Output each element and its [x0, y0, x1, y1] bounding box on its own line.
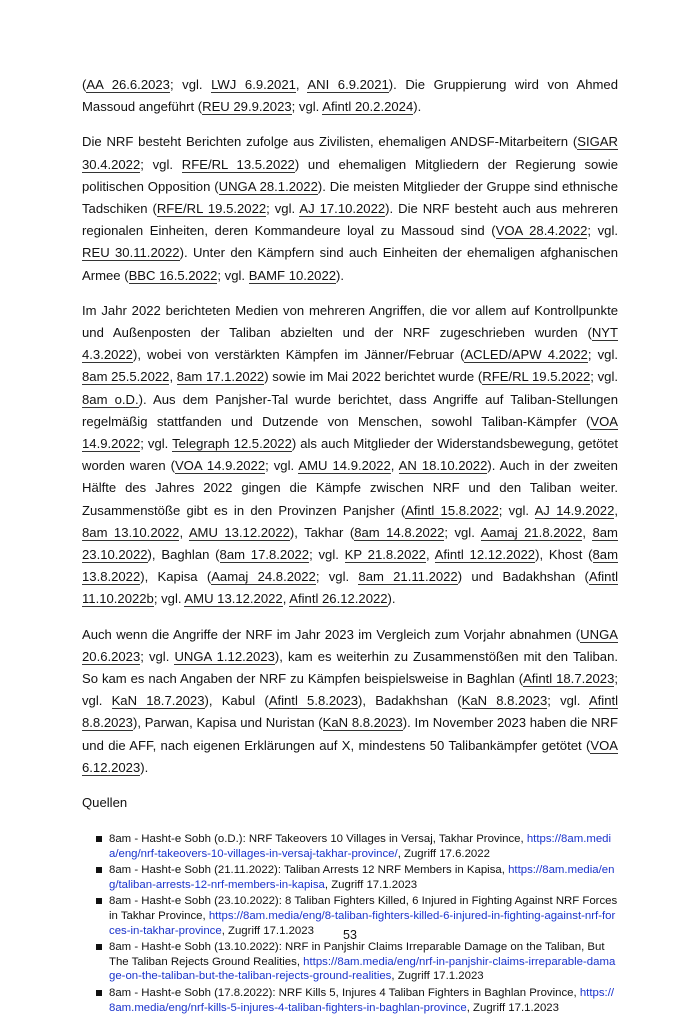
text-run: ; vgl.: [140, 648, 175, 664]
text-run: ; vgl.: [587, 347, 619, 363]
citation-link[interactable]: 8am 17.8.2022: [219, 547, 310, 563]
citation-link[interactable]: Afintl 11.10.2022b: [82, 569, 619, 607]
square-bullet-icon: [96, 867, 102, 873]
citation-link[interactable]: KaN 18.7.2023: [111, 693, 205, 709]
text-run: (: [82, 77, 87, 92]
citation-link[interactable]: AN 18.10.2022: [398, 458, 488, 474]
citation-link[interactable]: VOA 6.12.2023: [82, 737, 618, 775]
text-run: ; vgl.: [153, 591, 185, 607]
text-run: ; vgl.: [217, 267, 249, 283]
citation-link[interactable]: AJ 14.9.2022: [534, 502, 615, 518]
text-run: ,: [169, 369, 177, 385]
text-run: ,: [179, 524, 189, 540]
text-run: ), Takhar (: [289, 524, 355, 540]
text-run: ). Die NRF besteht auch aus mehreren regionalen Einheiten, deren Kommandeure loyal zu Massoud sind (: [82, 201, 618, 239]
text-run: ; vgl.: [291, 99, 323, 115]
text-run: ; vgl.: [82, 671, 619, 709]
text-run: ) und ehemaligen Mitgliedern der Regierung sowie politischen Opposition (: [82, 156, 618, 194]
source-url-link[interactable]: https://8am.media/eng/nrf-in-panjshir-claims-irreparable-damage-on-the-taliban-but-the-taliban-rejects-ground-realities: [109, 955, 616, 983]
citation-link[interactable]: BAMF 10.2022: [248, 267, 337, 283]
text-run: ; vgl.: [590, 369, 618, 385]
text-run: ). Die Gruppierung wird von Ahmed Massoud angeführt (: [82, 77, 618, 115]
text-run: Die NRF besteht Berichten zufolge aus Zivilisten, ehemaligen ANDSF-Mitarbeitern (: [82, 134, 578, 150]
citation-link[interactable]: Aamaj 24.8.2022: [211, 569, 316, 585]
square-bullet-icon: [96, 944, 102, 950]
source-accessed: , Zugriff 17.1.2023: [391, 970, 484, 983]
citation-link[interactable]: KP 21.8.2022: [344, 547, 426, 563]
citation-link[interactable]: RFE/RL 13.5.2022: [181, 156, 295, 172]
square-bullet-icon: [96, 836, 102, 842]
paragraph: [82, 624, 618, 779]
source-accessed: , Zugriff 17.1.2023: [466, 1001, 559, 1014]
citation-link[interactable]: 8am 23.10.2022: [82, 524, 618, 563]
text-run: ), Kapisa (: [140, 569, 212, 585]
text-run: ), Badakhshan (: [358, 693, 462, 709]
text-run: ; vgl.: [444, 524, 481, 540]
citation-link[interactable]: Afintl 5.8.2023: [268, 693, 359, 709]
citation-link[interactable]: Afintl 12.12.2022: [434, 547, 536, 563]
paragraph: [82, 131, 618, 286]
citation-link[interactable]: Aamaj 21.8.2022: [480, 524, 583, 540]
text-run: ), kam es weiterhin zu Zusammenstößen mit den Taliban. So kam es nach Angaben der NRF zu Kämpfen beispielsweise in Baghlan (: [82, 648, 618, 687]
sources-label: Quellen: [82, 795, 128, 811]
citation-link[interactable]: RFE/RL 19.5.2022: [156, 201, 267, 217]
text-run: ). Unter den Kämpfern sind auch Einheiten der ehemaligen afghanischen Armee (: [82, 245, 618, 283]
text-run: ; vgl.: [587, 223, 618, 239]
citation-link[interactable]: AA 26.6.2023: [86, 77, 170, 92]
citation-link[interactable]: Afintl 15.8.2022: [405, 502, 499, 518]
source-url-link[interactable]: https://8am.media/eng/8-taliban-fighters-killed-6-injured-in-fighting-against-nrf-forces-in-takhar-province: [109, 910, 616, 937]
citation-link[interactable]: AMU 13.12.2022: [188, 524, 290, 540]
citation-link[interactable]: ANI 6.9.2021: [307, 77, 389, 92]
citation-link[interactable]: 8am o.D.: [82, 391, 139, 407]
citation-link[interactable]: VOA 28.4.2022: [495, 223, 588, 239]
citation-link[interactable]: RFE/RL 19.5.2022: [482, 369, 591, 385]
square-bullet-icon: [96, 990, 102, 996]
source-item: [96, 986, 618, 1015]
text-run: ; vgl.: [498, 502, 535, 518]
citation-link[interactable]: VOA 14.9.2022: [82, 413, 618, 452]
text-run: ,: [582, 524, 593, 540]
source-text: 8am - Hasht-e Sobh (13.10.2022): NRF in Panjshir Claims Irreparable Damage on the Taliban, But The Taliban Rejects Ground Realities,: [109, 941, 605, 968]
text-run: ,: [390, 458, 399, 474]
text-run: ,: [614, 502, 618, 518]
citation-link[interactable]: UNGA 28.1.2022: [218, 178, 318, 194]
text-run: Im Jahr 2022 berichteten Medien von mehreren Angriffen, die vor allem auf Kontrollpunkte und Außenposten der Taliban abzielten und der NRF zugeschrieben wurden (: [82, 302, 618, 341]
source-url-link[interactable]: https://8am.media/eng/nrf-takeovers-10-villages-in-versaj-takhar-province/: [109, 833, 612, 860]
text-run: ) und Badakhshan (: [457, 569, 589, 585]
citation-link[interactable]: Afintl 20.2.2024: [322, 99, 414, 115]
source-text: 8am - Hasht-e Sobh (23.10.2022): 8 Taliban Fighters Killed, 6 Injured in Fighting Against NRF Forces in Takhar Province,: [109, 895, 618, 923]
text-run: ), Parwan, Kapisa und Nuristan (: [132, 715, 323, 731]
citation-link[interactable]: UNGA 1.12.2023: [174, 648, 275, 664]
citation-link[interactable]: KaN 8.8.2023: [322, 715, 403, 731]
citation-link[interactable]: AMU 13.12.2022: [184, 591, 283, 607]
square-bullet-icon: [96, 898, 102, 904]
text-run: ).: [413, 99, 422, 115]
text-run: ; vgl.: [265, 458, 299, 474]
sources-list: [82, 832, 618, 1015]
text-run: ). Auch in der zweiten Hälfte des Jahres 2022 gingen die Kämpfe zwischen NRF und den Taliban weiter. Zusammenstöße gibt es in den Provinzen Panjsher (: [82, 458, 618, 518]
document-page: [82, 74, 618, 1017]
text-run: ), wobei von verstärkten Kämpfen im Jänner/Februar (: [132, 347, 465, 363]
text-run: ).: [336, 267, 345, 283]
text-run: ). Die meisten Mitglieder der Gruppe sind ethnische Tadschiken (: [82, 178, 618, 217]
citation-link[interactable]: 8am 17.1.2022: [176, 369, 265, 385]
source-accessed: , Zugriff 17.1.2023: [221, 924, 314, 937]
text-run: ; vgl.: [169, 77, 212, 92]
source-url-link[interactable]: https://8am.media/eng/nrf-kills-5-injures-4-taliban-fighters-in-baghlan-province: [109, 987, 615, 1014]
citation-link[interactable]: REU 30.11.2022: [82, 245, 180, 261]
citation-link[interactable]: 8am 13.8.2022: [82, 547, 618, 585]
text-run: ; vgl.: [140, 436, 173, 452]
text-run: ), Kabul (: [204, 693, 269, 709]
text-run: ).: [387, 591, 396, 607]
citation-link[interactable]: BBC 16.5.2022: [128, 267, 218, 283]
source-text: 8am - Hasht-e Sobh (o.D.): NRF Takeovers 10 Villages in Versaj, Takhar Province,: [109, 833, 527, 846]
text-run: ), Baghlan (: [147, 547, 220, 563]
text-run: ; vgl.: [315, 569, 359, 585]
source-item: [96, 832, 618, 861]
citation-link[interactable]: ACLED/APW 4.2022: [464, 347, 588, 363]
text-run: ; vgl.: [266, 201, 300, 217]
citation-link[interactable]: Telegraph 12.5.2022: [172, 436, 292, 452]
paragraph: [82, 74, 618, 118]
citation-link[interactable]: 8am 25.5.2022: [82, 369, 170, 385]
body-text: [82, 74, 618, 779]
text-run: ,: [282, 591, 290, 607]
citation-link[interactable]: KaN 8.8.2023: [461, 693, 548, 709]
citation-link[interactable]: Afintl 18.7.2023: [523, 671, 615, 687]
source-text: 8am - Hasht-e Sobh (17.8.2022): NRF Kills 5, Injures 4 Taliban Fighters in Baghlan Province,: [109, 987, 580, 1000]
text-run: ) als auch Mitglieder der Widerstandsbewegung, getötet worden waren (: [82, 436, 618, 474]
citation-link[interactable]: 8am 21.11.2022: [358, 569, 458, 585]
citation-link[interactable]: AMU 14.9.2022: [298, 458, 391, 474]
source-text: 8am - Hasht-e Sobh (21.11.2022): Taliban Arrests 12 NRF Members in Kapisa,: [109, 864, 509, 877]
citation-link[interactable]: Afintl 26.12.2022: [289, 591, 388, 607]
citation-link[interactable]: LWJ 6.9.2021: [211, 77, 296, 92]
citation-link[interactable]: 8am 13.10.2022: [82, 524, 180, 540]
source-accessed: , Zugriff 17.6.2022: [397, 847, 490, 860]
text-run: ; vgl.: [547, 693, 589, 709]
text-run: ). Aus dem Panjsher-Tal wurde berichtet, dass Angriffe auf Taliban-Stellungen regelmäßig stattfanden und Dutzende von Menschen, sowohl Taliban-Kämpfer (: [82, 391, 618, 429]
citation-link[interactable]: 8am 14.8.2022: [354, 524, 445, 540]
citation-link[interactable]: VOA 14.9.2022: [174, 458, 266, 474]
text-run: ,: [295, 77, 308, 92]
text-run: ). Im November 2023 haben die NRF und die AFF, nach eigenen Erklärungen auf X, mindestens 50 Talibankämpfer getötet (: [82, 715, 618, 753]
source-item: [96, 863, 618, 892]
text-run: ; vgl.: [309, 547, 345, 563]
source-item: [96, 940, 618, 984]
text-run: ).: [140, 759, 149, 775]
citation-link[interactable]: UNGA 20.6.2023: [82, 626, 618, 664]
text-run: ) sowie im Mai 2022 berichtet wurde (: [264, 369, 483, 385]
citation-link[interactable]: NYT 4.3.2022: [82, 325, 618, 363]
text-run: Auch wenn die Angriffe der NRF im Jahr 2023 im Vergleich zum Vorjahr abnahmen (: [82, 626, 581, 642]
text-run: ; vgl.: [140, 156, 182, 172]
citation-link[interactable]: SIGAR 30.4.2022: [82, 134, 618, 172]
page-number: 53: [343, 928, 357, 942]
citation-link[interactable]: Afintl 8.8.2023: [82, 693, 619, 731]
citation-link[interactable]: REU 29.9.2023: [202, 99, 292, 115]
paragraph: [82, 300, 618, 611]
source-accessed: , Zugriff 17.1.2023: [324, 878, 418, 891]
text-run: ), Khost (: [535, 547, 593, 563]
source-url-link[interactable]: https://8am.media/eng/taliban-arrests-12-nrf-members-in-kapisa: [109, 864, 615, 891]
text-run: ,: [425, 547, 435, 563]
citation-link[interactable]: AJ 17.10.2022: [299, 201, 386, 217]
